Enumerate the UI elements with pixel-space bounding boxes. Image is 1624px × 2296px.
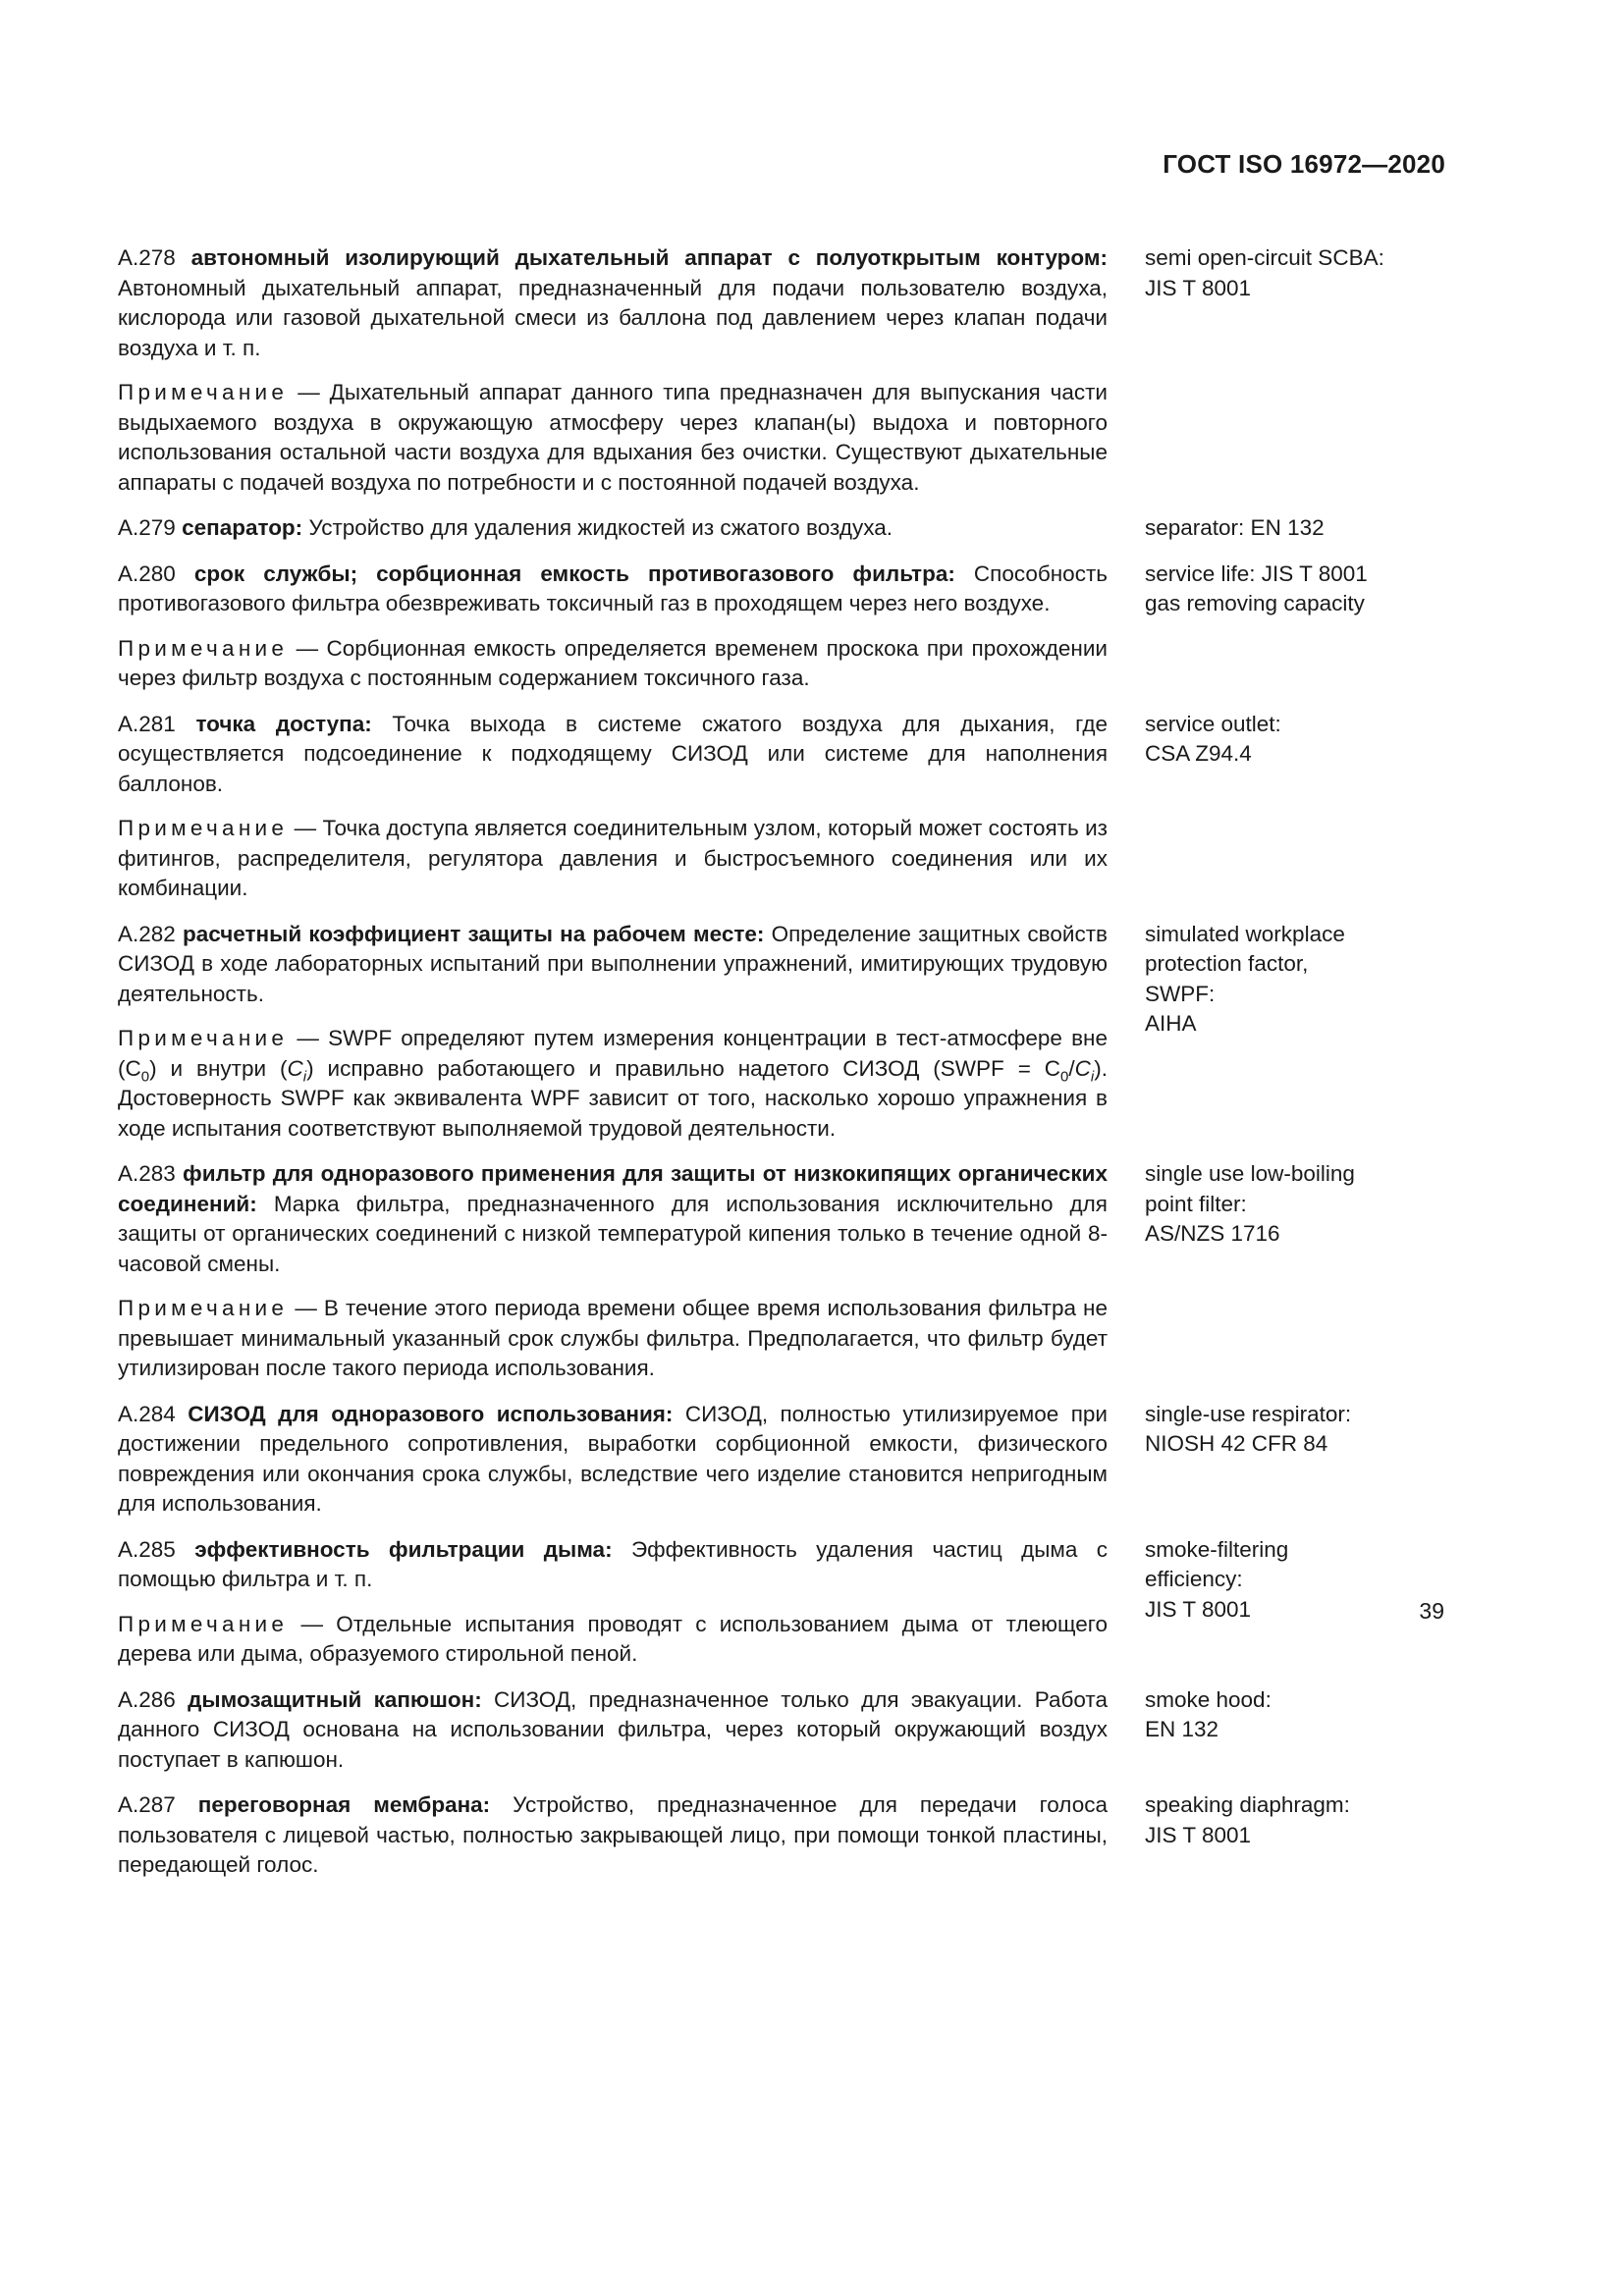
entry-number: А.283 — [118, 1161, 176, 1186]
note-label: Примечание — [118, 1026, 289, 1050]
note-text-part: SWPF определяют путем измерения концентрации в тест-атмосфере вне (C — [118, 1026, 1108, 1081]
note-label: Примечание — [118, 1296, 289, 1320]
note-label: Примечание — [118, 1611, 289, 1636]
entry-number: А.278 — [118, 245, 176, 270]
definition-text: СИЗОД, предназначенное только для эвакуации. Работа данного СИЗОД основана на использовании фильтра, через который окружающий воздух поступает в капюшон. — [118, 1686, 1108, 1772]
english-source-line: AIHA — [1145, 1011, 1197, 1036]
english-equivalent — [1145, 513, 1434, 544]
english-source-line: AS/NZS 1716 — [1145, 1221, 1280, 1246]
entry-number: А.285 — [118, 1536, 176, 1562]
english-equivalent — [1145, 1400, 1434, 1460]
glossary-entry — [118, 243, 1434, 498]
english-source-line: CSA Z94.4 — [1145, 741, 1252, 766]
entry-term: переговорная мембрана: — [197, 1792, 491, 1817]
english-term-line: smoke hood: — [1145, 1686, 1272, 1712]
entry-term: расчетный коэффициент защиты на рабочем месте: — [183, 921, 765, 946]
note-text-part: ) и внутри ( — [149, 1055, 288, 1081]
entry-body — [118, 1159, 1108, 1384]
entry-term: срок службы; сорбционная емкость противогазового фильтра: — [193, 561, 955, 586]
glossary-entry — [118, 1159, 1434, 1384]
entry-definition — [118, 513, 1108, 544]
note-dash: — — [288, 1296, 324, 1320]
definition-text: Устройство, предназначенное для передачи голоса пользователя с лицевой частью, полностью закрывающей лицо, при помощи тонкой пластины, передающей голос. — [118, 1792, 1108, 1877]
entry-note — [118, 1024, 1108, 1144]
glossary-entry — [118, 1400, 1434, 1520]
english-term-line: gas removing capacity — [1145, 591, 1365, 615]
entry-number: А.286 — [118, 1686, 176, 1712]
glossary-entry — [118, 920, 1434, 1145]
english-term-line: efficiency: — [1145, 1567, 1243, 1591]
note-label: Примечание — [118, 816, 289, 840]
entry-number: А.281 — [118, 711, 176, 736]
note-dash: — — [288, 1026, 329, 1050]
note-text: В течение этого периода времени общее время использования фильтра не превышает минимальный указанный срок службы фильтра. Предполагается, что фильтр будет утилизирован после такого периода использования. — [118, 1296, 1108, 1380]
english-term-line: point filter: — [1145, 1191, 1247, 1216]
glossary-entry — [118, 1790, 1434, 1881]
entry-definition — [118, 1400, 1108, 1520]
italic-subscript: i — [1090, 1068, 1095, 1085]
entry-number: А.287 — [118, 1792, 176, 1817]
english-equivalent — [1145, 920, 1434, 1040]
glossary-entry — [118, 1685, 1434, 1776]
note-label: Примечание — [118, 380, 289, 404]
note-text: Точка доступа является соединительным узлом, который может состоять из фитингов, распределителя, регулятора давления и быстросъемного соединения или их комбинации. — [118, 816, 1108, 900]
glossary-entry — [118, 1535, 1434, 1670]
entry-term: дымозащитный капюшон: — [188, 1686, 482, 1712]
english-equivalent — [1145, 243, 1434, 303]
definition-text: Способность противогазового фильтра обезвреживать токсичный газ в проходящем через него воздухе. — [118, 561, 1108, 615]
entry-body — [118, 1790, 1108, 1881]
entry-definition — [118, 1535, 1108, 1595]
entry-definition — [118, 920, 1108, 1010]
english-term-line: simulated workplace — [1145, 921, 1345, 946]
entry-body — [118, 920, 1108, 1145]
english-term-line: service outlet: — [1145, 711, 1281, 736]
entry-note — [118, 378, 1108, 498]
entry-note — [118, 1294, 1108, 1384]
entry-number: А.284 — [118, 1401, 176, 1426]
english-equivalent — [1145, 1685, 1434, 1745]
english-term-line: single-use respirator: — [1145, 1401, 1352, 1426]
definition-text: СИЗОД, полностью утилизируемое при достижении предельного сопротивления, выработки сорбционной емкости, физического повреждения или окончания срока службы, вследствие чего изделие становится непригодным для использования. — [118, 1401, 1108, 1516]
english-equivalent — [1145, 1790, 1434, 1850]
english-source-line: JIS T 8001 — [1145, 275, 1251, 300]
subscript: 0 — [1060, 1068, 1069, 1085]
note-text: Отдельные испытания проводят с использованием дыма от тлеющего дерева или дыма, образуемого стирольной пеной. — [118, 1611, 1108, 1666]
entry-body — [118, 1400, 1108, 1520]
definition-text: Автономный дыхательный аппарат, предназначенный для подачи пользователю воздуха, кислорода или газовой дыхательной смеси из баллона под давлением через клапан подачи воздуха и т. п. — [118, 275, 1108, 360]
entry-number: А.279 — [118, 515, 176, 540]
entry-term: фильтр для одноразового применения для защиты от низкокипящих органических соединений: — [118, 1161, 1108, 1216]
entry-term: точка доступа: — [195, 711, 372, 736]
entry-definition — [118, 1790, 1108, 1881]
entry-definition — [118, 243, 1108, 363]
entry-note — [118, 634, 1108, 694]
note-text-part: ) исправно работающего и правильно надетого СИЗОД (SWPF = C — [306, 1055, 1061, 1081]
entry-definition — [118, 710, 1108, 800]
english-term-line: speaking diaphragm: — [1145, 1792, 1350, 1817]
note-text-part: ). Достоверность SWPF как эквивалента WPF зависит от того, насколько хорошо упражнения в ходе испытания соответствуют выполняемой трудовой деятельности. — [118, 1055, 1108, 1141]
entry-body — [118, 513, 1108, 544]
subscript: 0 — [140, 1068, 150, 1085]
entry-body — [118, 710, 1108, 904]
english-term-line: protection factor, — [1145, 951, 1309, 976]
glossary-entry — [118, 560, 1434, 694]
english-equivalent — [1145, 1535, 1434, 1626]
glossary-entry — [118, 710, 1434, 904]
entry-note — [118, 814, 1108, 904]
entry-body — [118, 1535, 1108, 1670]
entry-note — [118, 1610, 1108, 1670]
english-source-line: EN 132 — [1145, 1717, 1219, 1741]
english-term-line: single use low-boiling — [1145, 1161, 1355, 1186]
english-source-line: NIOSH 42 CFR 84 — [1145, 1431, 1328, 1456]
english-source-line: JIS T 8001 — [1145, 1822, 1251, 1847]
note-text: Дыхательный аппарат данного типа предназначен для выпускания части выдыхаемого воздуха в окружающую атмосферу через клапан(ы) выдоха и повторного использования остальной части воздуха для вдыхания без очистки. Существуют дыхательные аппараты с подачей воздуха по потребности и с постоянной подачей воздуха. — [118, 380, 1108, 495]
note-dash: — — [288, 635, 327, 661]
glossary-entry — [118, 513, 1434, 544]
english-term-line: smoke-filtering — [1145, 1536, 1289, 1562]
italic-subscript: i — [302, 1068, 307, 1085]
english-term-line: separator: EN 132 — [1145, 515, 1325, 540]
note-dash: — — [288, 816, 323, 840]
italic-symbol: C — [1074, 1055, 1091, 1081]
definition-text: Определение защитных свойств СИЗОД в ходе лабораторных испытаний при выполнении упражнений, имитирующих трудовую деятельность. — [118, 921, 1108, 1006]
entry-term: СИЗОД для одноразового использования: — [188, 1401, 674, 1426]
entry-number: А.280 — [118, 561, 176, 586]
english-term-line: service life: JIS T 8001 — [1145, 561, 1368, 586]
english-term-line: semi open-circuit SCBA: — [1145, 245, 1384, 270]
entry-number: А.282 — [118, 921, 176, 946]
entry-term: сепаратор: — [182, 515, 303, 540]
definition-text: Устройство для удаления жидкостей из сжатого воздуха. — [308, 515, 893, 540]
definition-text: Марка фильтра, предназначенного для использования исключительно для защиты от органических соединений с низкой температурой кипения только в течение одной 8-часовой смены. — [118, 1191, 1108, 1276]
page-number: 39 — [1419, 1598, 1444, 1624]
note-text: Сорбционная емкость определяется временем проскока при прохождении через фильтр воздуха с постоянным содержанием токсичного газа. — [118, 635, 1108, 690]
english-term-line: SWPF: — [1145, 981, 1216, 1006]
english-source-line: JIS T 8001 — [1145, 1596, 1251, 1622]
glossary-content — [118, 243, 1434, 1896]
entry-body — [118, 243, 1108, 498]
entry-definition — [118, 1159, 1108, 1279]
definition-text: Точка выхода в системе сжатого воздуха для дыхания, где осуществляется подсоединение к подходящему СИЗОД или системе для наполнения баллонов. — [118, 711, 1108, 796]
entry-term: эффективность фильтрации дыма: — [194, 1536, 613, 1562]
italic-symbol: C — [287, 1055, 303, 1081]
entry-term: автономный изолирующий дыхательный аппарат с полуоткрытым контуром: — [190, 245, 1108, 270]
english-equivalent — [1145, 1159, 1434, 1250]
page-header: ГОСТ ISO 16972—2020 — [1163, 149, 1445, 179]
entry-body — [118, 1685, 1108, 1776]
note-text-part: / — [1068, 1055, 1075, 1081]
definition-text: Эффективность удаления частиц дыма с помощью фильтра и т. п. — [118, 1536, 1108, 1591]
note-label: Примечание — [118, 635, 289, 661]
note-dash: — — [288, 380, 330, 404]
entry-body — [118, 560, 1108, 694]
note-dash: — — [288, 1611, 337, 1636]
english-equivalent — [1145, 560, 1434, 619]
english-equivalent — [1145, 710, 1434, 770]
entry-definition — [118, 560, 1108, 619]
entry-definition — [118, 1685, 1108, 1776]
